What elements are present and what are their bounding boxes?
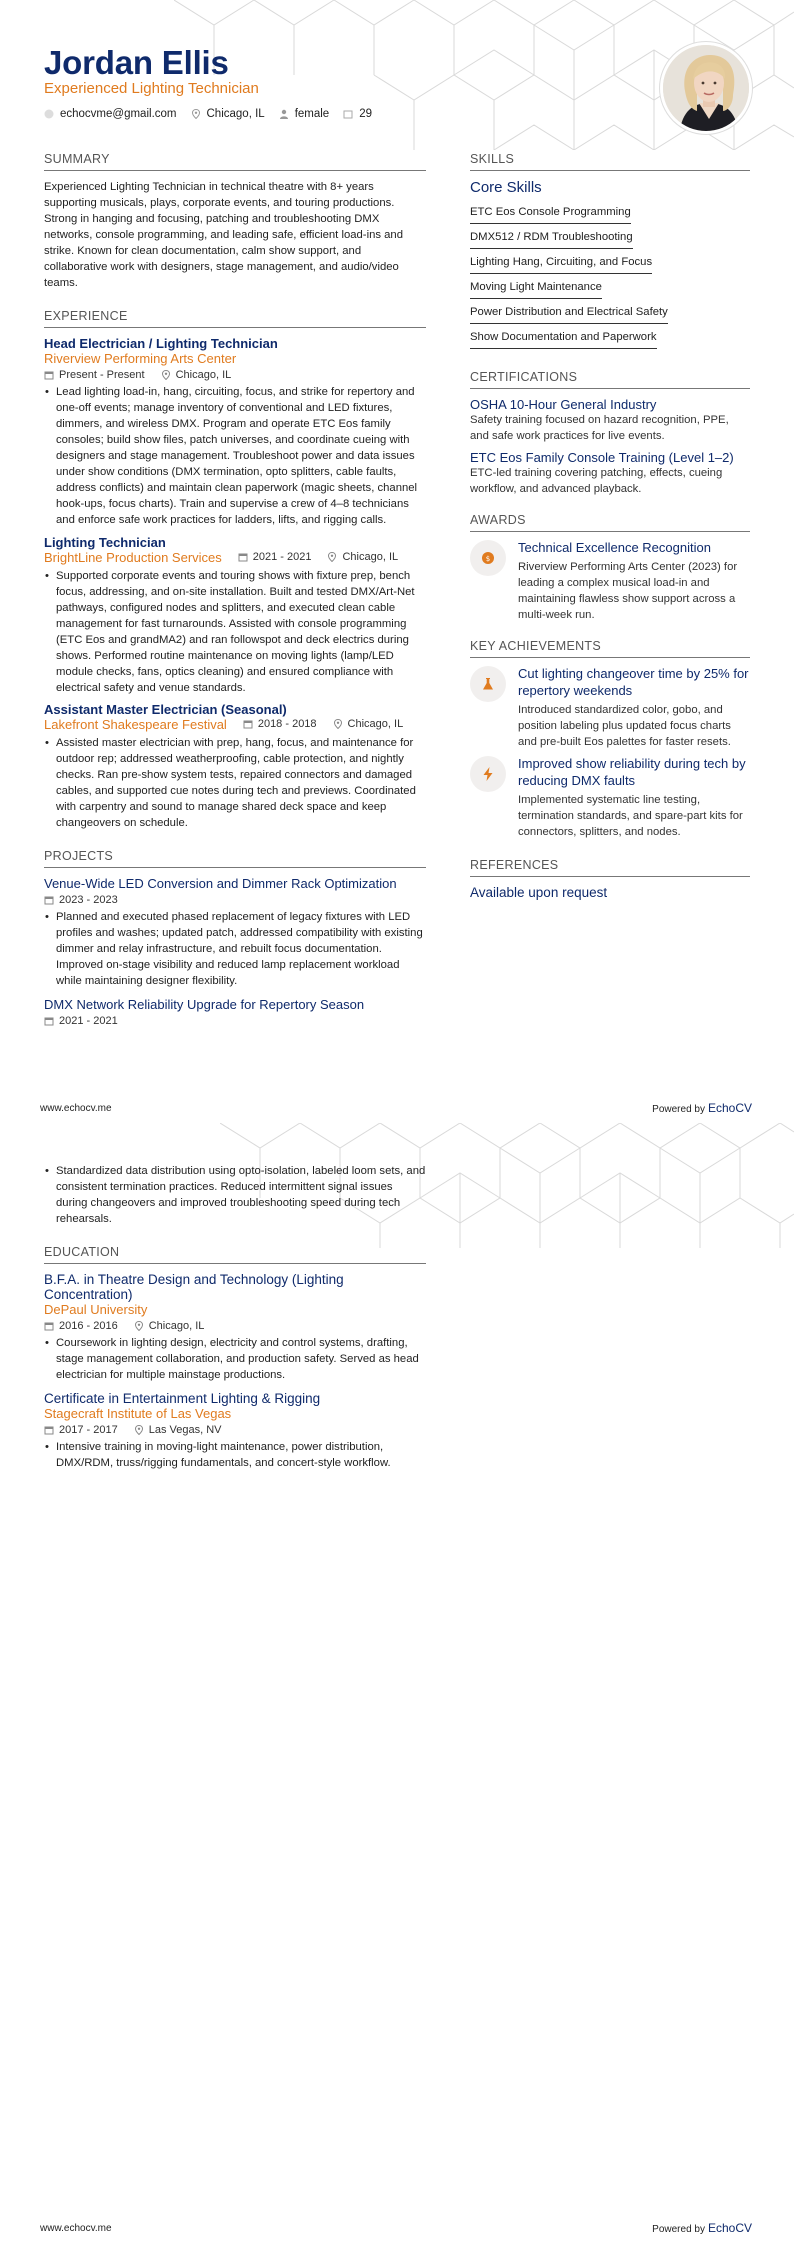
location-text: Chicago, IL <box>206 108 265 120</box>
calendar-icon <box>238 552 248 562</box>
location-pin-icon <box>191 109 201 119</box>
flask-icon <box>480 676 496 692</box>
education-school: Stagecraft Institute of Las Vegas <box>44 1406 232 1422</box>
project-meta <box>44 1015 426 1027</box>
certification-entry <box>470 450 750 497</box>
achievements-heading: KEY ACHIEVEMENTS <box>470 639 750 658</box>
left-column <box>44 152 426 1030</box>
brand-logo[interactable]: EchoCV <box>707 2221 752 2235</box>
projects-heading: PROJECTS <box>44 849 426 868</box>
left-column-continued <box>44 1163 426 1471</box>
job-dates: 2018 - 2018 <box>257 718 317 731</box>
skill-item: Moving Light Maintenance <box>470 277 602 299</box>
education-bullet: • Intensive training in moving-light maintenance, power distribution, DMX/RDM, truss/rigging fundamentals, and concert-style workflow. <box>56 1439 426 1471</box>
job-dates: Present - Present <box>59 369 145 382</box>
job-entry <box>44 336 426 528</box>
calendar-icon <box>44 1425 54 1435</box>
experience-heading: EXPERIENCE <box>44 309 426 328</box>
achievement-icon-wrap <box>470 666 506 702</box>
svg-text:$: $ <box>485 555 491 564</box>
avatar <box>660 42 752 134</box>
achievement-entry <box>470 666 750 750</box>
skill-item: DMX512 / RDM Troubleshooting <box>470 227 633 249</box>
achievement-icon-wrap <box>470 756 506 792</box>
job-org: BrightLine Production Services <box>44 549 222 565</box>
achievement-desc: Introduced standardized color, gobo, and position labeling plus updated focus charts and pre-built Eos palettes for faster resets. <box>518 703 731 748</box>
contact-age <box>343 108 372 120</box>
skills-group-title: Core Skills <box>470 179 542 196</box>
achievement-desc: Implemented systematic line testing, termination standards, and spare-part kits for connectors, splitters, and nodes. <box>518 793 743 838</box>
email-text: echocvme@gmail.com <box>60 108 177 120</box>
contact-bar <box>44 108 372 120</box>
calendar-icon <box>44 895 54 905</box>
avatar-photo <box>663 45 752 134</box>
contact-email[interactable] <box>44 108 177 120</box>
education-location: Chicago, IL <box>148 1320 205 1333</box>
education-heading: EDUCATION <box>44 1245 426 1264</box>
calendar-icon <box>44 1321 54 1331</box>
gender-text: female <box>294 108 330 120</box>
summary-heading: SUMMARY <box>44 152 426 171</box>
powered-by-text: Powered by <box>652 1104 705 1115</box>
certification-title: OSHA 10-Hour General Industry <box>470 397 657 412</box>
award-icon <box>480 550 496 566</box>
job-org-row <box>44 550 426 565</box>
skill-item: ETC Eos Console Programming <box>470 202 631 224</box>
candidate-title: Experienced Lighting Technician <box>44 80 259 97</box>
job-location: Chicago, IL <box>175 369 232 382</box>
location-pin-icon <box>161 370 171 380</box>
education-dates: 2016 - 2016 <box>59 1320 118 1333</box>
education-school: DePaul University <box>44 1302 148 1318</box>
project-dates: 2021 - 2021 <box>59 1015 118 1028</box>
job-org: Lakefront Shakespeare Festival <box>44 716 227 732</box>
age-text: 29 <box>359 108 373 120</box>
footer-powered <box>652 2221 752 2235</box>
brand-logo[interactable]: EchoCV <box>707 1101 752 1115</box>
candidate-name: Jordan Ellis <box>44 44 229 81</box>
resume-page-2 <box>0 1123 794 2246</box>
location-pin-icon <box>134 1425 144 1435</box>
certification-desc: Safety training focused on hazard recognition, PPE, and safe work practices for live events. <box>470 414 729 443</box>
award-entry <box>470 540 750 623</box>
job-org: Riverview Performing Arts Center <box>44 351 237 367</box>
location-pin-icon <box>134 1321 144 1331</box>
project-bullet: • Standardized data distribution using opto-isolation, labeled loom sets, and consistent termination practices. Reduced intermittent signal issues during changeovers and improved troubleshooting speed during tech rehearsals. <box>56 1163 426 1227</box>
education-bullet: • Coursework in lighting design, electricity and control systems, drafting, stage management collaboration, and production safety. Served as head electrician for multiple mainstage productions. <box>56 1335 426 1383</box>
education-entry <box>44 1272 426 1383</box>
award-desc: Riverview Performing Arts Center (2023) for leading a complex musical load-in and maintaining flawless show support across a multi-week run. <box>518 561 738 622</box>
contact-location <box>191 108 265 120</box>
footer-powered <box>652 1101 752 1115</box>
references-heading: REFERENCES <box>470 858 750 877</box>
project-meta <box>44 894 426 906</box>
award-title: Technical Excellence Recognition <box>518 540 711 556</box>
contact-gender <box>279 108 330 120</box>
job-org-row <box>44 717 426 732</box>
powered-by-text: Powered by <box>652 2224 705 2235</box>
project-bullet: • Planned and executed phased replacement of legacy fixtures with LED profiles and washes; updated patch, addressed compatibility with existing dimmer and relay infrastructure, and rebuilt focus documentation. Improved on-stage visibility and reduced lamp replacement workload while maintaining designer flexibility. <box>56 909 426 989</box>
project-entry <box>44 876 426 989</box>
location-pin-icon <box>333 719 343 729</box>
skill-item: Lighting Hang, Circuiting, and Focus <box>470 252 652 274</box>
project-entry <box>44 997 426 1027</box>
award-icon-wrap <box>470 540 506 576</box>
calendar-icon <box>243 719 253 729</box>
email-icon <box>44 109 54 119</box>
job-title: Assistant Master Electrician (Seasonal) <box>44 701 287 717</box>
job-location: Chicago, IL <box>342 551 399 563</box>
job-title: Head Electrician / Lighting Technician <box>44 336 278 352</box>
job-title: Lighting Technician <box>44 534 166 550</box>
job-dates: 2021 - 2021 <box>252 551 312 563</box>
achievement-title: Improved show reliability during tech by reducing DMX faults <box>518 756 746 788</box>
skills-heading: SKILLS <box>470 152 750 171</box>
certification-desc: ETC-led training covering patching, effects, cueing workflow, and advanced playback. <box>470 467 723 496</box>
project-dates: 2023 - 2023 <box>59 893 118 906</box>
education-title: Certificate in Entertainment Lighting & Rigging <box>44 1391 321 1407</box>
job-location: Chicago, IL <box>347 718 404 731</box>
achievement-title: Cut lighting changeover time by 25% for repertory weekends <box>518 666 749 699</box>
achievement-entry <box>470 756 750 840</box>
skill-item: Power Distribution and Electrical Safety <box>470 302 668 324</box>
person-icon <box>279 109 289 119</box>
education-title: B.F.A. in Theatre Design and Technology (Lighting Concentration) <box>44 1272 344 1303</box>
references-text: Available upon request <box>470 884 608 900</box>
footer-site-link[interactable]: www.echocv.me <box>40 2223 112 2234</box>
calendar-icon <box>44 370 54 380</box>
education-dates: 2017 - 2017 <box>59 1424 118 1437</box>
education-meta <box>44 1320 426 1332</box>
job-bullet: • Supported corporate events and touring shows with fixture prep, bench focus, addressing, and on-site installation. Built and tested DMX/Art-Net pathways, configured nodes and splitters, and executed clean cable management for fast turnarounds. Assisted with console programming (ETC Eos and grandMA2) and ran followspot and deck electrics during shows. Performed routine maintenance on moving lights (lamp/LED module checks, fans, optics cleaning) and ensured compliance with electrical safety and venue standards. <box>56 568 426 696</box>
job-entry <box>44 702 426 831</box>
calendar-icon <box>44 1016 54 1026</box>
summary-text: Experienced Lighting Technician in technical theatre with 8+ years supporting musicals, plays, corporate events, and touring productions. Strong in hanging and focusing, patching and troubleshooting DMX networks, console programming, and leading safe, efficient load-ins and strike. Known for clean documentation, calm show support, and collaborative work with designers, stage management, and audio/video teams. <box>44 181 403 290</box>
job-bullet: • Lead lighting load-in, hang, circuiting, focus, and strike for repertory and one-off events; manage inventory of conventional and LED fixtures, dimmers, and wireless DMX. Program and operate ETC Eos family consoles; build show files, patch universes, and coordinate cueing with designers and stage management. Troubleshoot power and data issues under show conditions (DMX termination, opto splitters, cable faults, address conflicts) and maintain clean paperwork (magic sheets, channel hook-ups, focus charts). Train and supervise a crew of 4–8 technicians and enforce safe work practices for ladders, lifts, and rigging calls. <box>56 384 426 528</box>
project-title: DMX Network Reliability Upgrade for Repertory Season <box>44 997 365 1013</box>
education-meta <box>44 1424 426 1436</box>
project-title: Venue-Wide LED Conversion and Dimmer Rack Optimization <box>44 875 397 891</box>
calendar-icon <box>343 109 353 119</box>
awards-heading: AWARDS <box>470 513 750 532</box>
job-meta <box>44 369 426 381</box>
footer-site-link[interactable]: www.echocv.me <box>40 1103 112 1114</box>
certifications-heading: CERTIFICATIONS <box>470 370 750 389</box>
job-entry <box>44 535 426 696</box>
bolt-icon <box>480 766 496 782</box>
location-pin-icon <box>327 552 337 562</box>
certification-entry <box>470 397 750 444</box>
skill-item: Show Documentation and Paperwork <box>470 327 657 349</box>
job-bullet: • Assisted master electrician with prep, hang, focus, and maintenance for outdoor rep; addressed weatherproofing, cable protection, and nightly checks. Ran pre-show system tests, repaired connectors and damaged cables, and supported cue notes during tech and previews. Coordinated with carpentry and sound to manage shared deck space and keep changeovers on schedule. <box>56 735 426 831</box>
education-location: Las Vegas, NV <box>148 1424 222 1437</box>
education-entry <box>44 1391 426 1471</box>
right-column <box>470 152 750 900</box>
certification-title: ETC Eos Family Console Training (Level 1–2) <box>470 450 734 466</box>
